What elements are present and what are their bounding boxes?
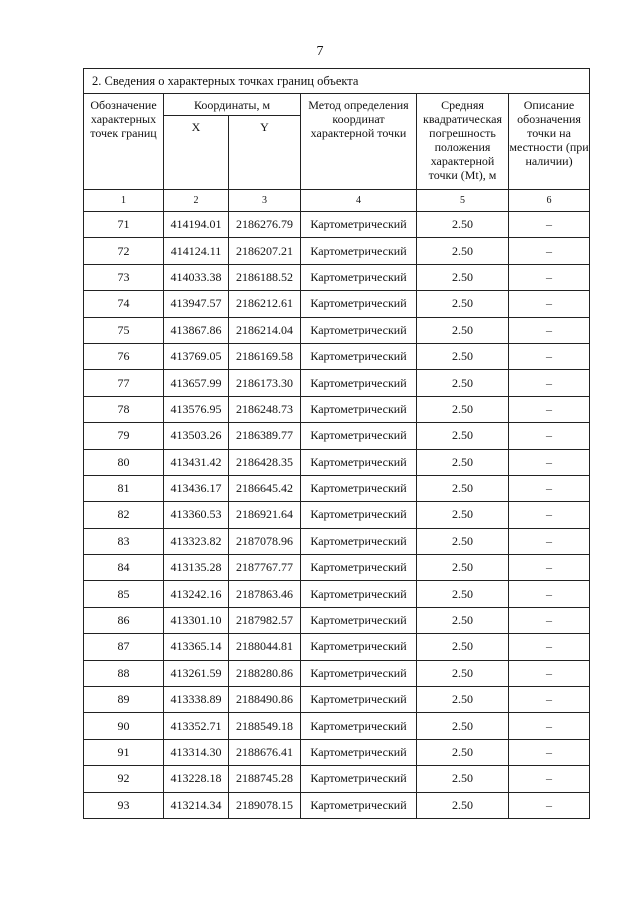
cell-description: – <box>509 713 590 739</box>
table-row <box>84 502 590 528</box>
cell-description: – <box>509 502 590 528</box>
cell-coordinate-y: 2186173.30 <box>229 370 301 396</box>
table-row <box>84 291 590 317</box>
table-row <box>84 343 590 369</box>
cell-coordinate-x: 413436.17 <box>164 475 229 501</box>
cell-description: – <box>509 423 590 449</box>
table-row <box>84 713 590 739</box>
cell-coordinate-y: 2189078.15 <box>229 792 301 818</box>
cell-point-number: 77 <box>84 370 164 396</box>
table-row <box>84 739 590 765</box>
table-row <box>84 687 590 713</box>
cell-point-number: 81 <box>84 475 164 501</box>
column-number: 5 <box>417 190 509 212</box>
cell-point-number: 75 <box>84 317 164 343</box>
cell-coordinate-y: 2188044.81 <box>229 634 301 660</box>
cell-coordinate-y: 2187982.57 <box>229 607 301 633</box>
cell-coordinate-x: 413867.86 <box>164 317 229 343</box>
cell-coordinate-x: 413135.28 <box>164 555 229 581</box>
cell-coordinate-x: 413314.30 <box>164 739 229 765</box>
column-number: 3 <box>229 190 301 212</box>
cell-method: Картометрический <box>301 607 417 633</box>
cell-error: 2.50 <box>417 634 509 660</box>
cell-description: – <box>509 343 590 369</box>
cell-error: 2.50 <box>417 766 509 792</box>
cell-description: – <box>509 475 590 501</box>
cell-error: 2.50 <box>417 423 509 449</box>
table-row <box>84 370 590 396</box>
cell-coordinate-y: 2186212.61 <box>229 291 301 317</box>
column-number: 1 <box>84 190 164 212</box>
cell-error: 2.50 <box>417 502 509 528</box>
cell-coordinate-y: 2186248.73 <box>229 396 301 422</box>
page-number: 7 <box>316 44 324 59</box>
cell-error: 2.50 <box>417 713 509 739</box>
cell-coordinate-y: 2186921.64 <box>229 502 301 528</box>
table-row <box>84 238 590 264</box>
cell-point-number: 90 <box>84 713 164 739</box>
cell-coordinate-y: 2188549.18 <box>229 713 301 739</box>
cell-point-number: 82 <box>84 502 164 528</box>
cell-point-number: 72 <box>84 238 164 264</box>
table-row <box>84 423 590 449</box>
cell-description: – <box>509 660 590 686</box>
cell-coordinate-x: 413338.89 <box>164 687 229 713</box>
cell-error: 2.50 <box>417 317 509 343</box>
table-row <box>84 766 590 792</box>
cell-coordinate-y: 2188745.28 <box>229 766 301 792</box>
cell-description: – <box>509 687 590 713</box>
cell-coordinate-y: 2187863.46 <box>229 581 301 607</box>
cell-error: 2.50 <box>417 739 509 765</box>
table-row <box>84 555 590 581</box>
cell-point-number: 88 <box>84 660 164 686</box>
cell-coordinate-x: 413352.71 <box>164 713 229 739</box>
cell-description: – <box>509 317 590 343</box>
cell-description: – <box>509 555 590 581</box>
cell-coordinate-x: 414033.38 <box>164 264 229 290</box>
cell-coordinate-x: 413947.57 <box>164 291 229 317</box>
cell-error: 2.50 <box>417 212 509 238</box>
header-coordinates: Координаты, м <box>164 94 301 116</box>
cell-method: Картометрический <box>301 713 417 739</box>
cell-error: 2.50 <box>417 528 509 554</box>
table-row <box>84 607 590 633</box>
cell-point-number: 85 <box>84 581 164 607</box>
cell-point-number: 74 <box>84 291 164 317</box>
table-row <box>84 581 590 607</box>
cell-coordinate-x: 413503.26 <box>164 423 229 449</box>
table-row <box>84 660 590 686</box>
table-row <box>84 264 590 290</box>
cell-coordinate-x: 413431.42 <box>164 449 229 475</box>
cell-method: Картометрический <box>301 449 417 475</box>
cell-coordinate-y: 2186645.42 <box>229 475 301 501</box>
cell-coordinate-y: 2188280.86 <box>229 660 301 686</box>
cell-coordinate-x: 413261.59 <box>164 660 229 686</box>
header-y: Y <box>229 116 301 190</box>
cell-description: – <box>509 607 590 633</box>
cell-method: Картометрический <box>301 581 417 607</box>
cell-coordinate-x: 413228.18 <box>164 766 229 792</box>
cell-error: 2.50 <box>417 555 509 581</box>
cell-coordinate-x: 413657.99 <box>164 370 229 396</box>
cell-coordinate-y: 2186207.21 <box>229 238 301 264</box>
cell-description: – <box>509 264 590 290</box>
header-designation: Обозначение характерных точек границ <box>84 94 164 190</box>
cell-error: 2.50 <box>417 792 509 818</box>
cell-method: Картометрический <box>301 475 417 501</box>
header-x: X <box>164 116 229 190</box>
cell-error: 2.50 <box>417 291 509 317</box>
cell-point-number: 87 <box>84 634 164 660</box>
column-number: 2 <box>164 190 229 212</box>
cell-error: 2.50 <box>417 343 509 369</box>
cell-description: – <box>509 792 590 818</box>
cell-coordinate-y: 2186169.58 <box>229 343 301 369</box>
table-row <box>84 475 590 501</box>
table-row <box>84 317 590 343</box>
table-row <box>84 449 590 475</box>
header-error: Средняя квадратическая погрешность положения характерной точки (Mt), м <box>417 94 509 190</box>
cell-point-number: 78 <box>84 396 164 422</box>
cell-coordinate-x: 413576.95 <box>164 396 229 422</box>
cell-description: – <box>509 370 590 396</box>
cell-error: 2.50 <box>417 607 509 633</box>
cell-description: – <box>509 766 590 792</box>
cell-method: Картометрический <box>301 528 417 554</box>
cell-method: Картометрический <box>301 238 417 264</box>
cell-coordinate-y: 2188490.86 <box>229 687 301 713</box>
cell-method: Картометрический <box>301 212 417 238</box>
column-number: 6 <box>509 190 590 212</box>
cell-coordinate-x: 414124.11 <box>164 238 229 264</box>
section-title: 2. Сведения о характерных точках границ объекта <box>84 69 590 94</box>
cell-description: – <box>509 238 590 264</box>
table-body <box>84 212 590 819</box>
cell-point-number: 89 <box>84 687 164 713</box>
cell-coordinate-y: 2187078.96 <box>229 528 301 554</box>
cell-error: 2.50 <box>417 687 509 713</box>
cell-error: 2.50 <box>417 581 509 607</box>
cell-method: Картометрический <box>301 555 417 581</box>
cell-error: 2.50 <box>417 264 509 290</box>
cell-method: Картометрический <box>301 634 417 660</box>
boundary-points-table <box>83 68 590 819</box>
cell-description: – <box>509 739 590 765</box>
cell-method: Картометрический <box>301 370 417 396</box>
cell-description: – <box>509 212 590 238</box>
cell-description: – <box>509 449 590 475</box>
table-row <box>84 212 590 238</box>
cell-error: 2.50 <box>417 449 509 475</box>
cell-method: Картометрический <box>301 687 417 713</box>
cell-error: 2.50 <box>417 370 509 396</box>
cell-coordinate-y: 2188676.41 <box>229 739 301 765</box>
header-description: Описание обозначения точки на местности (при наличии) <box>509 94 590 190</box>
cell-description: – <box>509 634 590 660</box>
cell-error: 2.50 <box>417 660 509 686</box>
cell-coordinate-y: 2186389.77 <box>229 423 301 449</box>
cell-coordinate-y: 2186276.79 <box>229 212 301 238</box>
cell-method: Картометрический <box>301 423 417 449</box>
cell-description: – <box>509 396 590 422</box>
table-row <box>84 396 590 422</box>
cell-point-number: 93 <box>84 792 164 818</box>
cell-method: Картометрический <box>301 317 417 343</box>
cell-coordinate-x: 413323.82 <box>164 528 229 554</box>
cell-method: Картометрический <box>301 291 417 317</box>
table-row <box>84 634 590 660</box>
cell-point-number: 84 <box>84 555 164 581</box>
cell-error: 2.50 <box>417 475 509 501</box>
cell-point-number: 83 <box>84 528 164 554</box>
cell-point-number: 80 <box>84 449 164 475</box>
cell-coordinate-x: 413214.34 <box>164 792 229 818</box>
cell-coordinate-y: 2186214.04 <box>229 317 301 343</box>
cell-coordinate-x: 413242.16 <box>164 581 229 607</box>
cell-point-number: 92 <box>84 766 164 792</box>
cell-point-number: 86 <box>84 607 164 633</box>
cell-point-number: 73 <box>84 264 164 290</box>
cell-coordinate-y: 2187767.77 <box>229 555 301 581</box>
table-row <box>84 528 590 554</box>
cell-method: Картометрический <box>301 502 417 528</box>
cell-error: 2.50 <box>417 238 509 264</box>
cell-method: Картометрический <box>301 739 417 765</box>
cell-coordinate-y: 2186188.52 <box>229 264 301 290</box>
cell-description: – <box>509 528 590 554</box>
cell-coordinate-y: 2186428.35 <box>229 449 301 475</box>
cell-coordinate-x: 413769.05 <box>164 343 229 369</box>
cell-point-number: 71 <box>84 212 164 238</box>
cell-method: Картометрический <box>301 792 417 818</box>
cell-coordinate-x: 413365.14 <box>164 634 229 660</box>
column-number: 4 <box>301 190 417 212</box>
cell-method: Картометрический <box>301 766 417 792</box>
cell-method: Картометрический <box>301 264 417 290</box>
cell-point-number: 79 <box>84 423 164 449</box>
cell-method: Картометрический <box>301 660 417 686</box>
cell-method: Картометрический <box>301 343 417 369</box>
cell-error: 2.50 <box>417 396 509 422</box>
cell-point-number: 76 <box>84 343 164 369</box>
cell-coordinate-x: 413301.10 <box>164 607 229 633</box>
cell-coordinate-x: 413360.53 <box>164 502 229 528</box>
table-row <box>84 792 590 818</box>
cell-description: – <box>509 581 590 607</box>
cell-coordinate-x: 414194.01 <box>164 212 229 238</box>
cell-method: Картометрический <box>301 396 417 422</box>
cell-description: – <box>509 291 590 317</box>
header-method: Метод определения координат характерной точки <box>301 94 417 190</box>
cell-point-number: 91 <box>84 739 164 765</box>
